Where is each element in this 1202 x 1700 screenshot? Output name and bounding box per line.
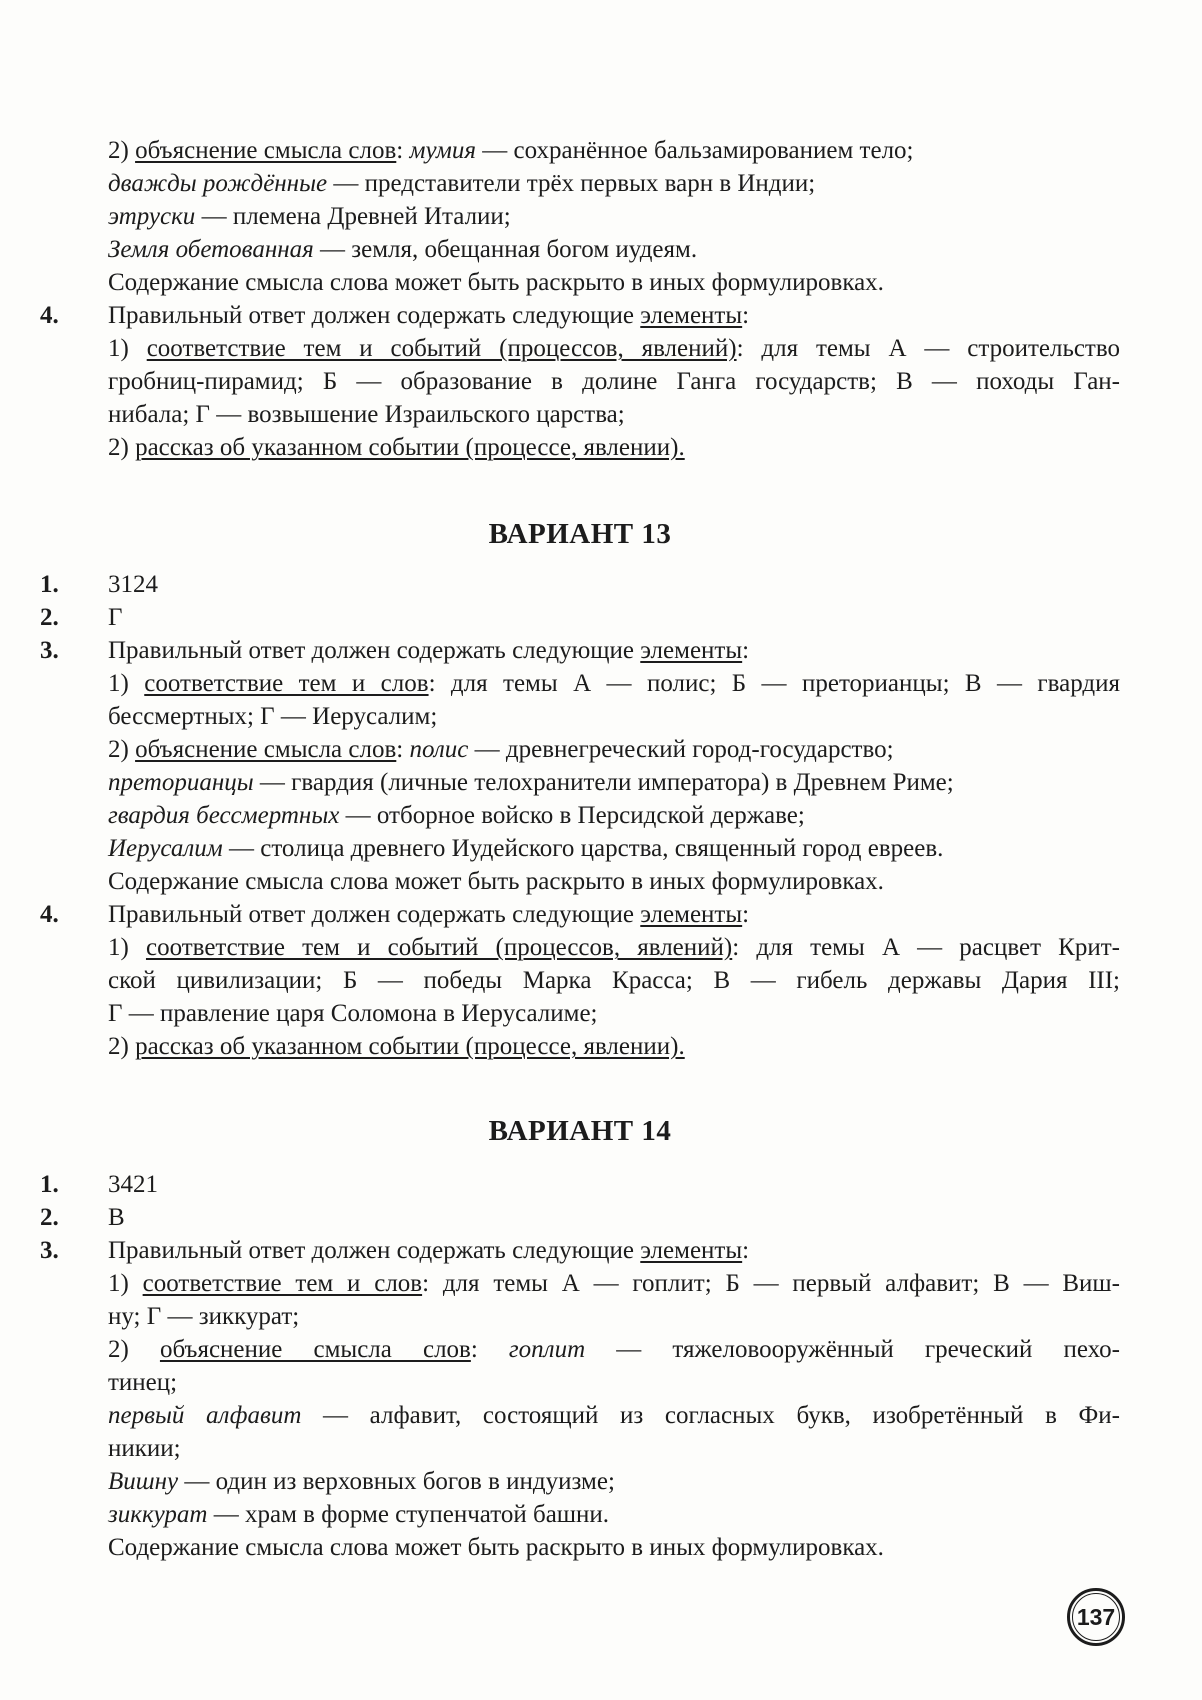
answer-item: 4. Правильный ответ должен содержать следующие элементы: [40,898,1120,931]
item-number: 3. [40,1237,59,1264]
answer-item: 3. Правильный ответ должен содержать следующие элементы: [40,1234,1120,1267]
answer-item: 3. Правильный ответ должен содержать следующие элементы: [40,634,1120,667]
text-line: зиккурат — храм в форме ступенчатой башни. [108,1501,610,1528]
text-line: первый алфавит — алфавит, состоящий из согласных букв, изобретённый в Фи- [108,1402,1120,1429]
text-line: 2) рассказ об указанном событии (процессе, явлении). [108,1033,685,1060]
answer-item: 1. 3421 [40,1168,1120,1201]
text-line: 2) объяснение смысла слов: мумия — сохранённое бальзамированием тело; [108,137,914,164]
variant-13-title: ВАРИАНТ 13 [488,518,672,550]
text-line: ну; Г — зиккурат; [108,1303,300,1330]
text-line: 1) соответствие тем и событий (процессов, явлений): для темы А — строительство [108,335,1120,362]
variant-13-section [40,568,1120,1063]
text-line: Иерусалим — столица древнего Иудейского царства, священный город евреев. [108,835,944,862]
text-line: нибала; Г — возвышение Израильского царства; [108,401,625,428]
page-number: 137 [1067,1588,1125,1646]
answer-item: 2. Г [40,601,1120,634]
text-line: 1) соответствие тем и событий (процессов, явлений): для темы А — расцвет Крит- [108,934,1120,961]
text-line: этруски — племена Древней Италии; [108,203,511,230]
text-line: Содержание смысла слова может быть раскрыто в иных формулировках. [108,1534,884,1561]
variant-14-title: ВАРИАНТ 14 [488,1115,672,1147]
text-line: Вишну — один из верховных богов в индуизме; [108,1468,615,1495]
text-line: ской цивилизации; Б — победы Марка Красса; В — гибель державы Дария III; [108,967,1120,994]
top-section [40,134,1120,464]
answer-item: 1. 3124 [40,568,1120,601]
item-number: 1. [40,571,59,598]
text-line: дважды рождённые — представители трёх первых варн в Индии; [108,170,816,197]
text-line: гробниц-пирамид; Б — образование в долине Ганга государств; В — походы Ган- [108,368,1120,395]
item-number: 4. [40,302,59,329]
text-line: Земля обетованная — земля, обещанная богом иудеям. [108,236,698,263]
answer-item: 2. В [40,1201,1120,1234]
item-number: 3. [40,637,59,664]
item-number: 4. [40,901,59,928]
text-line: Содержание смысла слова может быть раскрыто в иных формулировках. [108,269,884,296]
text-line: 2) объяснение смысла слов: гоплит — тяжеловооружённый греческий пехо- [108,1336,1120,1363]
variant-14-section [40,1168,1120,1564]
text-line: Г — правление царя Соломона в Иерусалиме; [108,1000,598,1027]
text-line: 1) соответствие тем и слов: для темы А — гоплит; Б — первый алфавит; В — Виш- [108,1270,1120,1297]
item-number: 1. [40,1171,59,1198]
text-line: 1) соответствие тем и слов: для темы А — полис; Б — преторианцы; В — гвардия [108,670,1121,697]
item-number: 2. [40,1204,59,1231]
text-line: 2) объяснение смысла слов: полис — древнегреческий город-государство; [108,736,894,763]
text-line: 2) рассказ об указанном событии (процессе, явлении). [108,434,685,461]
text-line: тинец; [108,1369,178,1396]
answer-item: 4. Правильный ответ должен содержать следующие элементы: [40,299,1120,332]
text-line: Содержание смысла слова может быть раскрыто в иных формулировках. [108,868,884,895]
text-line: никии; [108,1435,181,1462]
item-number: 2. [40,604,59,631]
text-line: преторианцы — гвардия (личные телохранители императора) в Древнем Риме; [108,769,954,796]
text-line: бессмертных; Г — Иерусалим; [108,703,438,730]
text-line: гвардия бессмертных — отборное войско в Персидской державе; [108,802,805,829]
